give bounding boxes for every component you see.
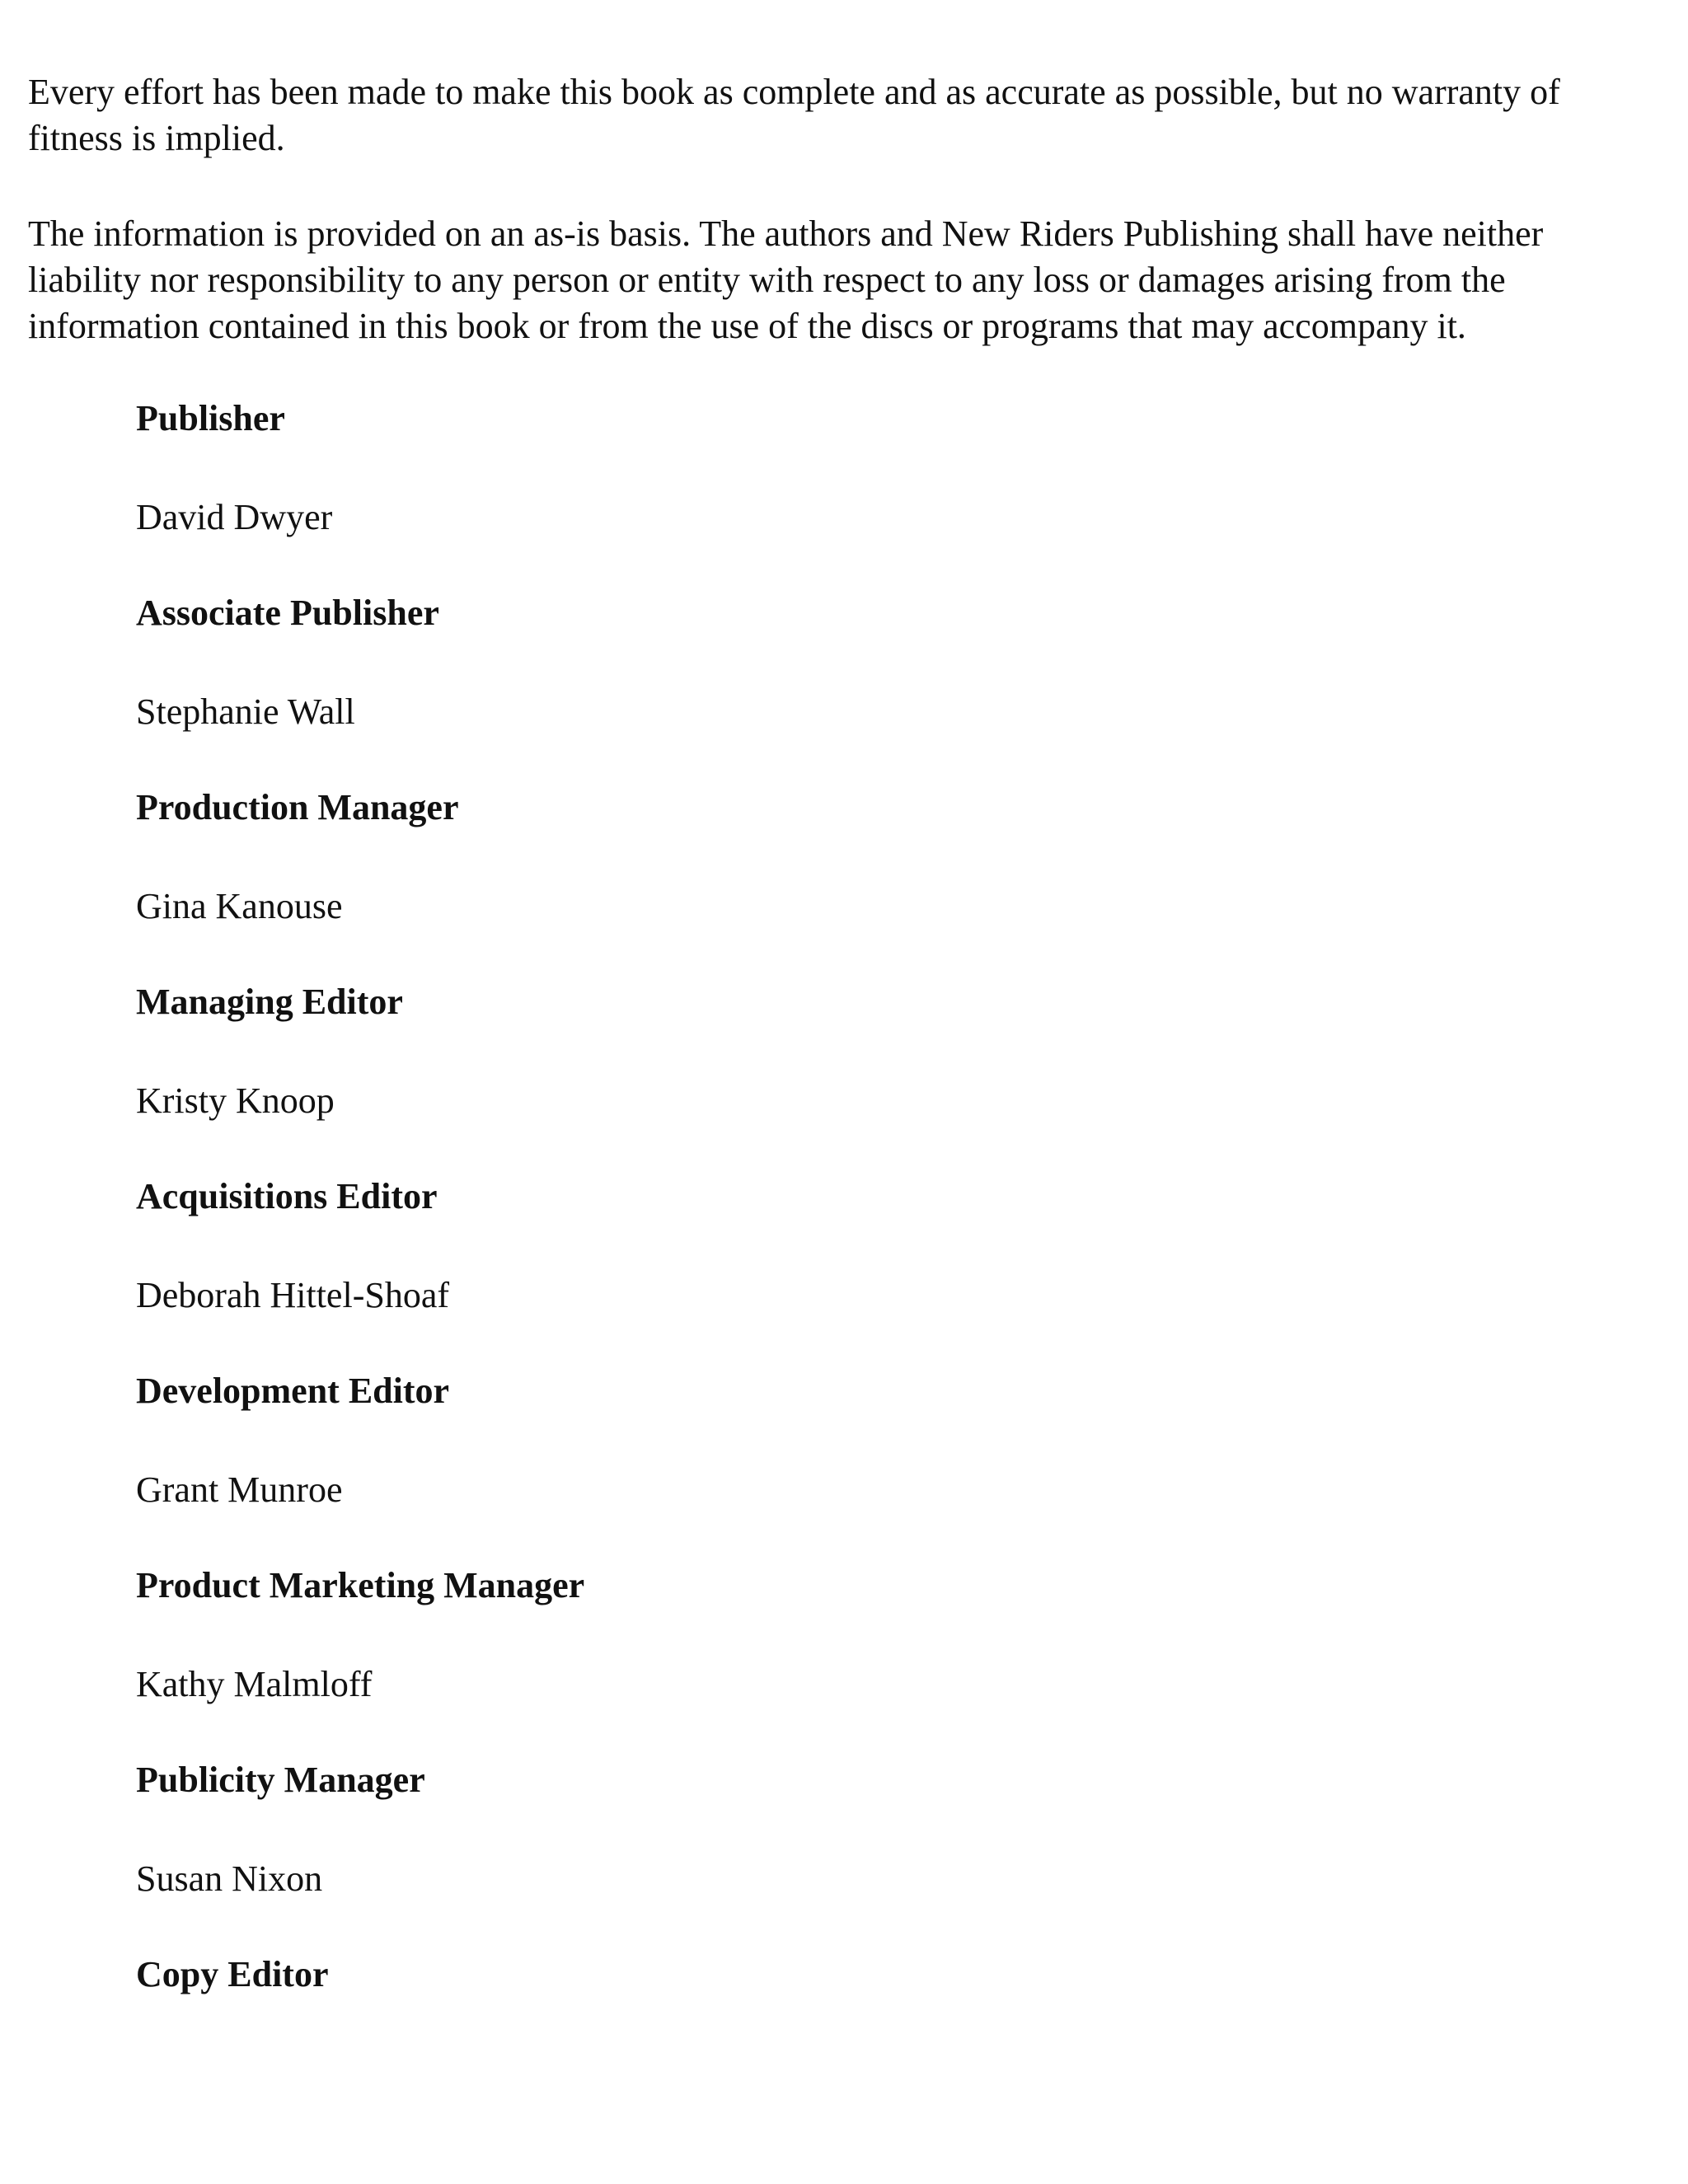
credit-role-production-manager: Production Manager xyxy=(136,787,459,827)
credit-role-development-editor: Development Editor xyxy=(136,1371,450,1411)
credit-name-development-editor: Grant Munroe xyxy=(136,1469,343,1510)
credit-name-product-marketing-manager: Kathy Malmloff xyxy=(136,1664,373,1704)
credit-role-managing-editor: Managing Editor xyxy=(136,982,403,1022)
credit-name-associate-publisher: Stephanie Wall xyxy=(136,691,355,732)
credit-name-publisher: David Dwyer xyxy=(136,497,333,537)
credit-role-product-marketing-manager: Product Marketing Manager xyxy=(136,1565,585,1605)
credit-name-managing-editor: Kristy Knoop xyxy=(136,1080,335,1121)
credit-name-publicity-manager: Susan Nixon xyxy=(136,1858,323,1899)
warranty-paragraph: Every effort has been made to make this book as complete and as accurate as possible, but no warranty of fitness is implied. xyxy=(28,72,1560,158)
credit-name-production-manager: Gina Kanouse xyxy=(136,886,343,926)
credits-list xyxy=(136,396,1537,2050)
credit-role-associate-publisher: Associate Publisher xyxy=(136,593,439,633)
liability-paragraph: The information is provided on an as-is basis. The authors and New Riders Publishing shall have neither liability nor responsibility to any person or entity with respect to any loss or damages arising from the information contained in this book or from the use of the discs or programs that may accompany it. xyxy=(28,213,1544,346)
credit-role-publicity-manager: Publicity Manager xyxy=(136,1760,425,1800)
credit-role-publisher: Publisher xyxy=(136,398,285,438)
credit-name-acquisitions-editor: Deborah Hittel-Shoaf xyxy=(136,1275,449,1315)
credit-role-copy-editor: Copy Editor xyxy=(136,1954,329,1994)
credit-role-acquisitions-editor: Acquisitions Editor xyxy=(136,1176,438,1216)
